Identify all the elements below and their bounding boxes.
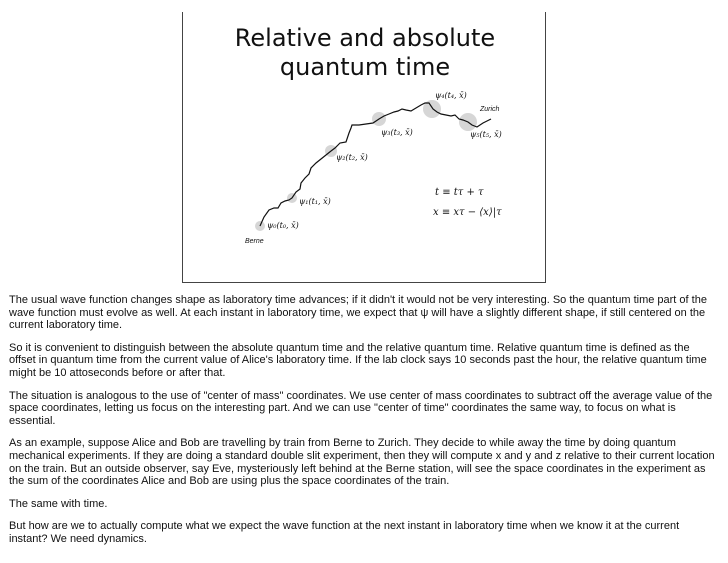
slide-title-line-1: Relative and absolute xyxy=(234,24,496,52)
slide-title-line-2: quantum time xyxy=(279,53,451,81)
zurich-label: Zurich xyxy=(480,106,500,113)
equation-time: t ≡ tτ + τ xyxy=(435,187,484,198)
slide xyxy=(182,12,546,283)
notes-paragraph-3: The situation is analogous to the use of "center of mass" coordinates. We use center of mass coordinates to subtract off the average value of the space coordinates, letting us focus on the interesting part. And we can use "center of time" coordinates the same way, to focus on what is essential. xyxy=(9,389,713,427)
notes-paragraph-6: But how are we to actually compute what we expect the wave function at the next instant in laboratory time when we know it at the current instant? We need dynamics. xyxy=(9,520,680,545)
notes-paragraph-4: As an example, suppose Alice and Bob are travelling by train from Berne to Zurich. They decide to while away the time by doing quantum mechanical experiments. If they are doing a standard double slit experiment, then they will compute x and y and z relative to their current location on the train. But an outside observer, say Eve, mysteriously left behind at the Berne station, will see the space coordinates in the experiment as the sum of the coordinates Alice and Bob are using plus the space coordinates of the train. xyxy=(9,437,715,488)
psi-3-label: ψ₃(t₃, x̄) xyxy=(381,128,413,137)
psi-4-label: ψ₄(t₄, x̄) xyxy=(435,91,467,100)
notes-paragraph-2: So it is convenient to distinguish between the absolute quantum time and the relative quantum time. Relative quantum time is defined as the offset in quantum time from the current value of Alice's laboratory time. If the lab clock says 10 seconds past the hour, the relative quantum time might be 10 attoseconds before or after that. xyxy=(9,341,707,379)
berne-label: Berne xyxy=(245,238,264,245)
notes-paragraph-5: The same with time. xyxy=(9,497,108,510)
trajectory-diagram xyxy=(183,12,547,283)
psi-0-label: ψ₀(t₀, x̄) xyxy=(267,221,299,230)
notes-paragraph-1: The usual wave function changes shape as laboratory time advances; if it didn't it would not be very interesting. So the quantum time part of the wave function must evolve as well. At each instant in laboratory time, we expect that ψ will have a slightly different shape, if still centered on the current laboratory time. xyxy=(9,294,707,332)
psi-5-label: ψ₅(t₅, x̄) xyxy=(470,130,502,139)
equation-space: x ≡ xτ − ⟨x⟩|τ xyxy=(433,207,502,218)
psi-2-label: ψ₂(t₂, x̄) xyxy=(336,153,368,162)
psi-1-label: ψ₁(t₁, x̄) xyxy=(299,197,331,206)
speaker-notes xyxy=(9,294,717,556)
